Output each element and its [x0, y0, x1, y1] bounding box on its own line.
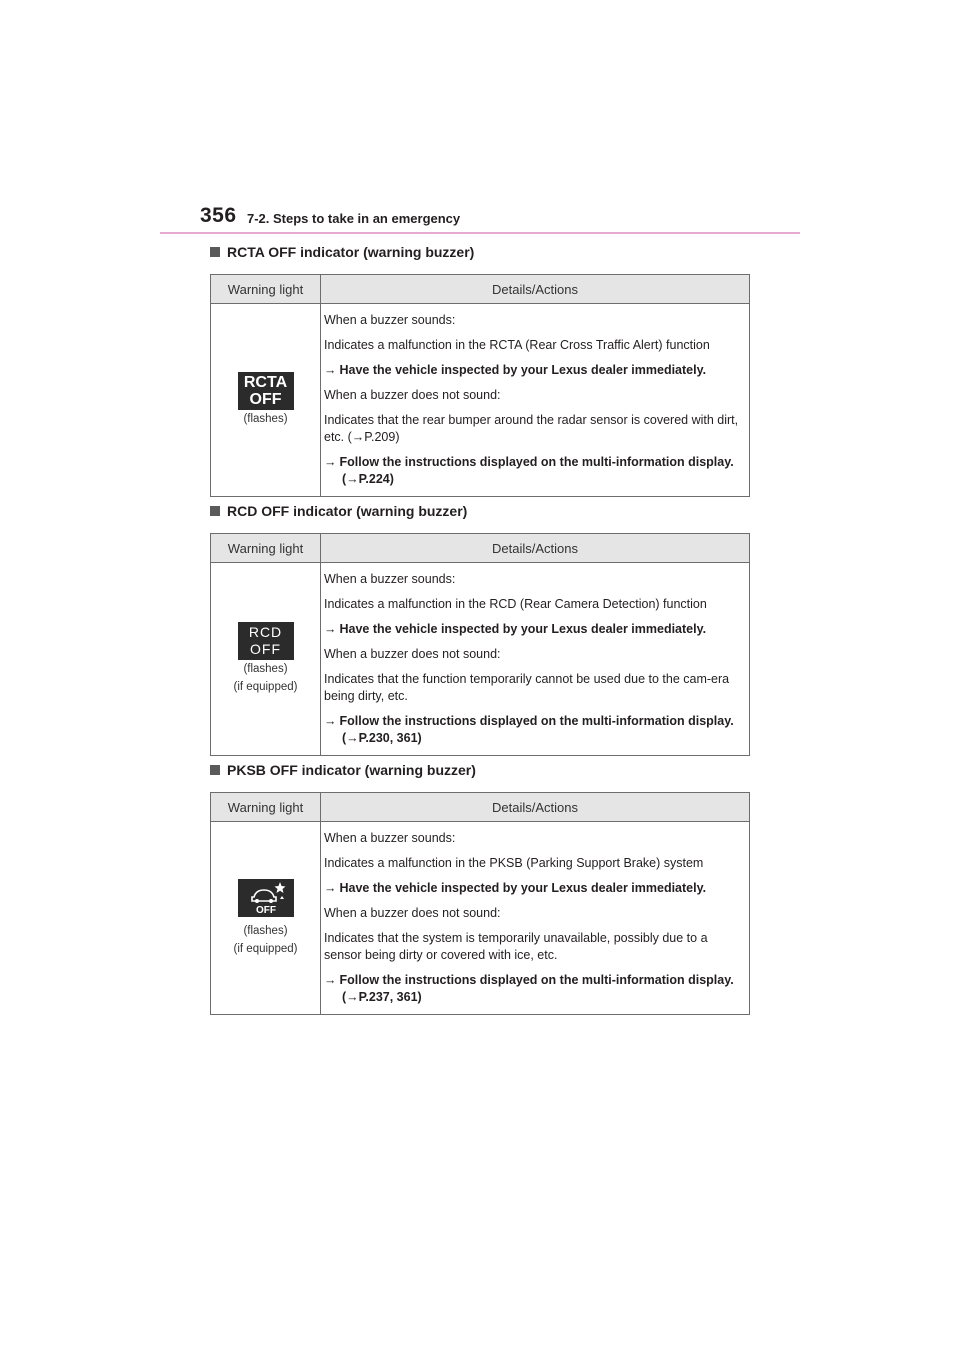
section-title-pksb: PKSB OFF indicator (warning buzzer) — [210, 762, 476, 778]
chapter-title: 7-2. Steps to take in an emergency — [247, 211, 461, 226]
action-1: → Have the vehicle inspected by your Lexus dealer immediately. — [324, 622, 707, 636]
caption-flashes: (flashes) — [243, 924, 288, 937]
description-2: Indicates that the function temporarily cannot be used due to the cam-era being dirty, etc. — [324, 672, 730, 703]
buzzer-sounds-label: When a buzzer sounds: — [324, 831, 456, 845]
action-2: → Follow the instructions displayed on the multi-information display. (→P.237, 361) — [324, 972, 743, 1006]
page-number: 356 — [200, 204, 237, 227]
page-reference: (→P.237, 361) — [342, 990, 422, 1004]
col-details-actions: Details/Actions — [321, 793, 750, 822]
description-2: Indicates that the system is temporarily unavailable, possibly due to a sensor being dirty or covered with ice, etc. — [324, 931, 708, 962]
rcd-warning-table — [210, 533, 750, 756]
col-warning-light: Warning light — [211, 275, 321, 304]
buzzer-sounds-label: When a buzzer sounds: — [324, 572, 456, 586]
pksb-off-icon — [238, 879, 294, 917]
rcta-off-icon: RCTA OFF — [238, 372, 294, 410]
square-bullet-icon — [210, 765, 220, 775]
table-row — [211, 563, 750, 756]
table-row — [211, 304, 750, 497]
table-header-row — [211, 275, 750, 304]
buzzer-not-sound-label: When a buzzer does not sound: — [324, 906, 501, 920]
details-cell — [321, 822, 750, 1015]
caption-flashes: (flashes) — [243, 413, 288, 425]
warning-light-cell — [211, 822, 321, 1015]
details-cell — [321, 304, 750, 497]
square-bullet-icon — [210, 506, 220, 516]
caption-if-equipped: (if equipped) — [233, 942, 298, 955]
section-title-rcta: RCTA OFF indicator (warning buzzer) — [210, 244, 474, 260]
action-1: → Have the vehicle inspected by your Lexus dealer immediately. — [324, 363, 707, 377]
action-2: → Follow the instructions displayed on the multi-information display. (→P.224) — [324, 454, 743, 488]
buzzer-not-sound-label: When a buzzer does not sound: — [324, 647, 501, 661]
page-reference: (→P.230, 361) — [342, 731, 422, 745]
square-bullet-icon — [210, 247, 220, 257]
buzzer-sounds-label: When a buzzer sounds: — [324, 313, 456, 327]
description-1: Indicates a malfunction in the PKSB (Parking Support Brake) system — [324, 856, 704, 870]
page-header — [160, 204, 800, 234]
section-title-rcd: RCD OFF indicator (warning buzzer) — [210, 503, 467, 519]
table-header-row — [211, 793, 750, 822]
caption-flashes: (flashes) — [243, 663, 288, 675]
page-reference: (→P.224) — [342, 472, 394, 486]
rcta-warning-table — [210, 274, 750, 497]
description-1: Indicates a malfunction in the RCD (Rear Camera Detection) function — [324, 597, 707, 611]
details-cell — [321, 563, 750, 756]
col-warning-light: Warning light — [211, 793, 321, 822]
header-rule — [160, 232, 800, 234]
arrow-icon: → — [324, 973, 337, 987]
arrow-icon: → — [324, 881, 337, 895]
rcd-off-icon: RCD OFF — [238, 622, 294, 660]
arrow-icon: → — [324, 714, 337, 728]
arrow-icon: → — [324, 622, 337, 636]
buzzer-not-sound-label: When a buzzer does not sound: — [324, 388, 501, 402]
action-1: → Have the vehicle inspected by your Lexus dealer immediately. — [324, 881, 707, 895]
col-warning-light: Warning light — [211, 534, 321, 563]
arrow-icon: → — [324, 363, 337, 377]
table-row — [211, 822, 750, 1015]
arrow-icon: → — [324, 455, 337, 469]
warning-light-cell — [211, 304, 321, 497]
action-2: → Follow the instructions displayed on the multi-information display. (→P.230, 361) — [324, 713, 743, 747]
warning-light-cell — [211, 563, 321, 756]
svg-text:OFF: OFF — [255, 904, 276, 916]
description-2: Indicates that the rear bumper around the radar sensor is covered with dirt, etc. (→P.209) — [324, 413, 739, 444]
col-details-actions: Details/Actions — [321, 275, 750, 304]
col-details-actions: Details/Actions — [321, 534, 750, 563]
table-header-row — [211, 534, 750, 563]
caption-if-equipped: (if equipped) — [233, 681, 298, 693]
description-1: Indicates a malfunction in the RCTA (Rear Cross Traffic Alert) function — [324, 338, 710, 352]
pksb-warning-table — [210, 792, 750, 1015]
